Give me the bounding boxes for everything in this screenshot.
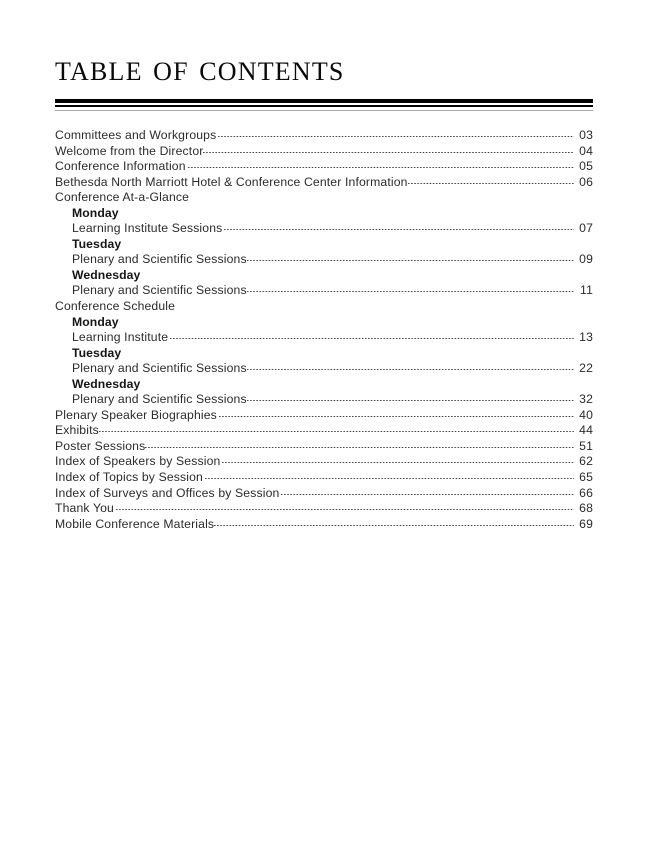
toc-page-number: 06 <box>579 174 593 189</box>
toc-page-number: 69 <box>579 516 593 531</box>
toc-entry-label: Index of Topics by Session <box>55 470 203 485</box>
page-title: table of contents <box>55 48 345 89</box>
toc-entry[interactable] <box>55 128 593 144</box>
toc-entry-label: Plenary Speaker Biographies <box>55 407 217 422</box>
dot-leader <box>145 447 574 448</box>
toc-entry-label: Thank You <box>55 501 114 516</box>
dot-leader <box>116 509 574 510</box>
toc-entry[interactable] <box>55 175 593 191</box>
dot-leader <box>203 152 574 153</box>
toc-entry[interactable] <box>55 283 593 299</box>
toc-page-number: 03 <box>579 128 593 142</box>
toc-entry-label: Mobile Conference Materials <box>55 516 215 531</box>
dot-leader <box>281 494 574 495</box>
toc-entry[interactable] <box>55 517 593 533</box>
toc-entry-label: Wednesday <box>72 376 141 391</box>
toc-entry-label: Wednesday <box>72 267 141 282</box>
toc-entry-label: Tuesday <box>72 345 122 360</box>
toc-entry[interactable] <box>55 486 593 502</box>
toc-day-heading <box>55 346 593 362</box>
toc-entry[interactable] <box>55 408 593 424</box>
toc-section-heading <box>55 299 593 315</box>
toc-entry-label: Learning Institute <box>72 330 169 345</box>
toc-entry-label: Plenary and Scientific Sessions <box>72 392 247 407</box>
dot-leader <box>247 291 574 292</box>
dot-leader <box>219 416 574 417</box>
toc-entry-label: Index of Speakers by Session <box>55 454 221 469</box>
toc-page-number: 62 <box>579 454 593 469</box>
dot-leader <box>99 431 574 432</box>
toc-entry[interactable] <box>55 392 593 408</box>
dot-leader <box>247 369 574 370</box>
toc-entry-label: Index of Surveys and Offices by Session <box>55 485 280 500</box>
dot-leader <box>188 167 574 168</box>
title-divider-rule <box>55 99 593 111</box>
toc-entry[interactable] <box>55 361 593 377</box>
toc-page-number: 66 <box>579 485 593 500</box>
toc-entry[interactable] <box>55 221 593 237</box>
toc-page-number: 04 <box>579 143 593 158</box>
toc-entry[interactable] <box>55 470 593 486</box>
toc-entry-label: Plenary and Scientific Sessions <box>72 361 247 376</box>
toc-entry-label: Tuesday <box>72 236 122 251</box>
dot-leader <box>222 462 574 463</box>
toc-entry[interactable] <box>55 330 593 346</box>
toc-section-heading <box>55 190 593 206</box>
toc-page-number: 07 <box>579 221 593 236</box>
rule-hairline <box>55 110 593 111</box>
toc-entry[interactable] <box>55 423 593 439</box>
dot-leader <box>247 400 574 401</box>
toc-entry-label: Bethesda North Marriott Hotel & Conference Center Information <box>55 174 408 189</box>
toc-day-heading <box>55 315 593 331</box>
toc-entry[interactable] <box>55 144 593 160</box>
toc-page-number: 11 <box>580 283 593 298</box>
toc-entry-label: Exhibits <box>55 423 99 438</box>
toc-entry-label: Conference Schedule <box>55 299 176 314</box>
toc-page-number: 65 <box>579 470 593 485</box>
toc-page-number: 22 <box>579 361 593 376</box>
toc-entry-label: Monday <box>72 205 119 220</box>
toc-page-number: 40 <box>579 407 593 422</box>
dot-leader <box>205 478 574 479</box>
toc-page-number: 13 <box>579 330 593 345</box>
toc-entry[interactable] <box>55 501 593 517</box>
toc-entry-label: Poster Sessions <box>55 438 146 453</box>
dot-leader <box>214 525 574 526</box>
toc-day-heading <box>55 237 593 253</box>
toc-entry-label: Conference At-a-Glance <box>55 190 190 205</box>
dot-leader <box>224 229 574 230</box>
toc-entry-label: Committees and Workgroups <box>55 128 217 142</box>
toc-day-heading <box>55 377 593 393</box>
toc-entry-label: Plenary and Scientific Sessions <box>72 252 247 267</box>
toc-entry-label: Learning Institute Sessions <box>72 221 223 236</box>
toc-day-heading <box>55 268 593 284</box>
toc-entry-label: Welcome from the Director <box>55 143 204 158</box>
toc-page-number: 44 <box>579 423 593 438</box>
toc-entry-label: Conference Information <box>55 159 186 174</box>
toc-entry[interactable] <box>55 439 593 455</box>
toc-page-number: 09 <box>579 252 593 267</box>
toc-page-number: 32 <box>579 392 593 407</box>
dot-leader <box>247 260 574 261</box>
toc-entry-label: Plenary and Scientific Sessions <box>72 283 247 298</box>
dot-leader <box>170 338 574 339</box>
toc-entry[interactable] <box>55 252 593 268</box>
dot-leader <box>218 136 574 137</box>
toc-page-number: 51 <box>579 438 593 453</box>
toc-page-number: 05 <box>579 159 593 174</box>
toc-entry-list <box>55 128 593 532</box>
toc-day-heading <box>55 206 593 222</box>
toc-page-number: 68 <box>579 501 593 516</box>
toc-entry-label: Monday <box>72 314 119 329</box>
dot-leader <box>408 183 574 184</box>
toc-entry[interactable] <box>55 159 593 175</box>
toc-entry[interactable] <box>55 454 593 470</box>
